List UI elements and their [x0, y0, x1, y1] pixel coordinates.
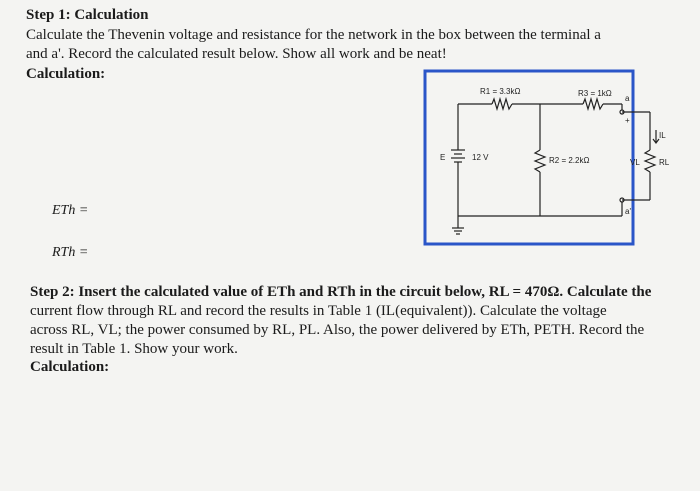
- step1-title: Step 1: Calculation: [26, 7, 149, 23]
- step2-instructions: [30, 283, 678, 359]
- load-resistor-label: RL: [659, 158, 670, 167]
- r1-label: R1 = 3.3kΩ: [480, 87, 521, 96]
- step2-line3: across RL, VL; the power consumed by RL, PL. Also, the power delivered by ETh, PETH. Record the: [30, 322, 645, 338]
- terminal-a-prime-label: a': [625, 207, 631, 216]
- r2-resistor: [535, 150, 545, 172]
- step2-calculation-label: Calculation:: [30, 359, 110, 375]
- terminal-a-label: a: [625, 94, 630, 103]
- source-e-label: E: [440, 153, 446, 162]
- load-voltage-label: VL: [630, 158, 640, 167]
- rth-field-label: RTh =: [52, 245, 89, 260]
- r3-resistor: [583, 99, 603, 109]
- load-resistor: [645, 150, 655, 172]
- step1-calculation-label: Calculation:: [26, 66, 106, 82]
- step1-instruction-line1: Calculate the Thevenin voltage and resistance for the network in the box between the terminal a: [26, 27, 601, 43]
- step1-instruction-line2: and a'. Record the calculated result below. Show all work and be neat!: [26, 46, 447, 62]
- load-current-label: IL: [659, 131, 666, 140]
- step2-line2: current flow through RL and record the results in Table 1 (IL(equivalent)). Calculate the voltage: [30, 303, 607, 319]
- terminal-plus-label: +: [625, 116, 630, 125]
- step2-line4: result in Table 1. Show your work.: [30, 341, 238, 357]
- eth-field-label: ETh =: [52, 203, 89, 218]
- step2-line1: Step 2: Insert the calculated value of ETh and RTh in the circuit below, RL = 470Ω. Calculate the: [30, 284, 652, 300]
- source-voltage-label: 12 V: [472, 153, 489, 162]
- r2-label: R2 = 2.2kΩ: [549, 156, 590, 165]
- r1-resistor: [492, 99, 512, 109]
- r3-label: R3 = 1kΩ: [578, 89, 612, 98]
